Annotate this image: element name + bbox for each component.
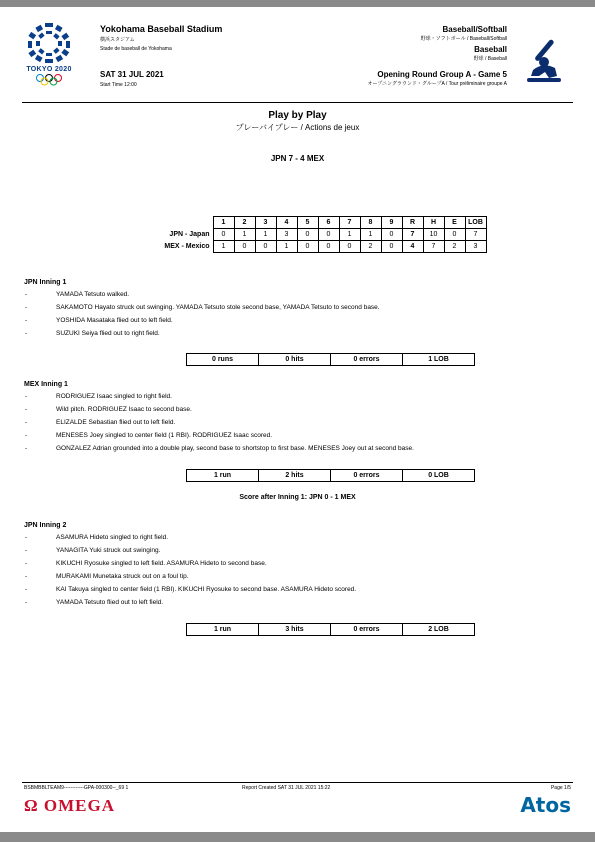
- score-cell: 0: [297, 229, 318, 241]
- play-text: KIKUCHI Ryosuke singled to left field. ASAMURA Hideto to second base.: [56, 560, 267, 567]
- runs-cell: 4: [402, 241, 423, 253]
- play-dash: -: [25, 393, 28, 400]
- summary-errors: 0 errors: [331, 624, 403, 636]
- phase-translations: オープニングラウンド・グループA / Tour préliminaire groupe A: [367, 81, 507, 87]
- play-dash: -: [25, 419, 28, 426]
- venue-name: Yokohama Baseball Stadium: [100, 24, 223, 34]
- summary-runs: 1 run: [187, 470, 259, 482]
- lob-cell: 3: [465, 241, 486, 253]
- play-item: [24, 570, 574, 583]
- play-dash: -: [25, 586, 28, 593]
- play-text: SAKAMOTO Hayato struck out swinging. YAMADA Tetsuto stole second base, YAMADA Tetsuto to second base.: [56, 304, 380, 311]
- header-divider: [22, 102, 573, 103]
- summary-errors: 0 errors: [331, 354, 403, 366]
- play-item: [24, 403, 574, 416]
- play-dash: -: [25, 547, 28, 554]
- logo-text: TOKYO 2020: [26, 66, 72, 73]
- page-number: Page 1/5: [550, 785, 571, 791]
- header-spacer: [160, 217, 213, 229]
- header-cell: R: [402, 217, 423, 229]
- play-text: MURAKAMI Munetaka struck out on a foul tip.: [56, 573, 189, 580]
- footer-divider: [22, 782, 573, 783]
- score-cell: 1: [339, 229, 360, 241]
- summary-hits: 2 hits: [259, 470, 331, 482]
- play-text: YANAGITA Yuki struck out swinging.: [56, 547, 161, 554]
- header-cell: E: [444, 217, 465, 229]
- sport-name: Baseball/Softball: [442, 25, 507, 34]
- team-name: JPN - Japan: [169, 231, 210, 238]
- discipline-translations: 野球 / Baseball: [473, 56, 507, 62]
- baseball-pictogram-icon: [523, 36, 563, 86]
- errors-cell: 0: [444, 229, 465, 241]
- play-text: MENESES Joey singled to center field (1 RBI). RODRIGUEZ Isaac scored.: [56, 432, 273, 439]
- score-cell: 1: [234, 229, 255, 241]
- inning-title: JPN Inning 1: [24, 279, 67, 286]
- title-sub: プレーバイプレー / Actions de jeux: [235, 123, 360, 132]
- inning-title: MEX Inning 1: [24, 381, 68, 388]
- inning-section-jpn-1: [24, 279, 574, 340]
- atos-logo: Atos: [520, 793, 571, 817]
- play-text: YOSHIDA Masataka flied out to left field.: [56, 317, 173, 324]
- header-cell: LOB: [465, 217, 486, 229]
- header-cell: 1: [213, 217, 234, 229]
- hits-cell: 10: [423, 229, 444, 241]
- play-dash: -: [25, 599, 28, 606]
- play-item: [24, 416, 574, 429]
- play-item: [24, 557, 574, 570]
- inning-section-jpn-2: [24, 522, 574, 609]
- team-name: MEX - Mexico: [164, 243, 210, 250]
- play-dash: -: [25, 330, 28, 337]
- play-item: [24, 596, 574, 609]
- play-text: GONZALEZ Adrian grounded into a double play, second base to shortstop to first base. MENESES Joey out at second base.: [56, 445, 414, 452]
- linescore-row-mex: [160, 241, 486, 253]
- header-cell: 5: [297, 217, 318, 229]
- play-dash: -: [25, 573, 28, 580]
- hits-cell: 7: [423, 241, 444, 253]
- play-item: [24, 442, 574, 455]
- summary-lob: 0 LOB: [403, 470, 475, 482]
- score-cell: 1: [213, 241, 234, 253]
- lob-cell: 7: [465, 229, 486, 241]
- play-text: YAMADA Tetsuto flied out to left field.: [56, 599, 164, 606]
- start-time: Start Time 12:00: [100, 82, 137, 88]
- play-text: YAMADA Tetsuto walked.: [56, 291, 130, 298]
- score-after-inning-1: Score after Inning 1: JPN 0 - 1 MEX: [239, 494, 356, 501]
- linescore-header-row: [160, 217, 486, 229]
- score-cell: 0: [381, 241, 402, 253]
- linescore-table: [160, 216, 487, 253]
- summary-lob: 1 LOB: [403, 354, 475, 366]
- play-dash: -: [25, 304, 28, 311]
- olympic-rings-icon: [34, 74, 64, 86]
- score-cell: 0: [339, 241, 360, 253]
- play-text: RODRIGUEZ Isaac singled to right field.: [56, 393, 172, 400]
- play-dash: -: [25, 445, 28, 452]
- play-item: [24, 531, 574, 544]
- summary-runs: 0 runs: [187, 354, 259, 366]
- play-item: [24, 301, 574, 314]
- discipline-name: Baseball: [474, 45, 507, 54]
- inning-summary-jpn-1: [186, 353, 475, 366]
- play-item: [24, 327, 574, 340]
- score-cell: 0: [381, 229, 402, 241]
- summary-errors: 0 errors: [331, 470, 403, 482]
- game-date: SAT 31 JUL 2021: [100, 70, 164, 79]
- header-cell: H: [423, 217, 444, 229]
- play-item: [24, 429, 574, 442]
- play-item: [24, 390, 574, 403]
- header-cell: 3: [255, 217, 276, 229]
- inning-section-mex-1: [24, 381, 574, 455]
- header-cell: 2: [234, 217, 255, 229]
- score-cell: 0: [213, 229, 234, 241]
- play-item: [24, 583, 574, 596]
- play-item: [24, 288, 574, 301]
- document-code: BSBMBBLTEAM9------------GPA-000300--_69 1: [24, 785, 129, 791]
- score-cell: 0: [234, 241, 255, 253]
- header-cell: 4: [276, 217, 297, 229]
- play-dash: -: [25, 534, 28, 541]
- score-cell: 2: [360, 241, 381, 253]
- play-dash: -: [25, 406, 28, 413]
- play-dash: -: [25, 432, 28, 439]
- linescore-row-jpn: [160, 229, 486, 241]
- inning-title: JPN Inning 2: [24, 522, 67, 529]
- phase-name: Opening Round Group A - Game 5: [377, 70, 507, 79]
- report-header: [0, 12, 595, 104]
- header-cell: 8: [360, 217, 381, 229]
- summary-runs: 1 run: [187, 624, 259, 636]
- score-cell: 0: [297, 241, 318, 253]
- tokyo-2020-logo: [22, 22, 76, 86]
- score-cell: 1: [255, 229, 276, 241]
- venue-name-jp: 横浜スタジアム: [100, 37, 135, 43]
- score-cell: 0: [318, 241, 339, 253]
- summary-hits: 0 hits: [259, 354, 331, 366]
- play-text: KAI Takuya singled to center field (1 RBI). KIKUCHI Ryosuke to second base. ASAMURA Hideto scored.: [56, 586, 357, 593]
- score-cell: 3: [276, 229, 297, 241]
- play-dash: -: [25, 560, 28, 567]
- play-text: Wild pitch. RODRIGUEZ Isaac to second base.: [56, 406, 192, 413]
- summary-lob: 2 LOB: [403, 624, 475, 636]
- play-text: SUZUKI Seiya flied out to right field.: [56, 330, 160, 337]
- inning-summary-mex-1: [186, 469, 475, 482]
- date-block: [100, 70, 164, 88]
- score-cell: 0: [318, 229, 339, 241]
- score-cell: 1: [276, 241, 297, 253]
- tokyo-2020-emblem-icon: [25, 22, 73, 64]
- top-bar: [0, 0, 595, 7]
- play-item: [24, 314, 574, 327]
- report-created: Report Created SAT 31 JUL 2021 15:22: [242, 785, 331, 791]
- title-main: Play by Play: [268, 110, 327, 121]
- header-cell: 7: [339, 217, 360, 229]
- score-cell: 1: [360, 229, 381, 241]
- venue-block: [100, 24, 222, 54]
- event-block: [367, 25, 507, 87]
- omega-logo: Ω OMEGA: [24, 796, 115, 815]
- runs-cell: 7: [402, 229, 423, 241]
- summary-hits: 3 hits: [259, 624, 331, 636]
- inning-summary-jpn-2: [186, 623, 475, 636]
- bottom-bar: [0, 832, 595, 842]
- final-score: JPN 7 - 4 MEX: [270, 154, 325, 163]
- venue-name-fr: Stade de baseball de Yokohama: [100, 46, 172, 52]
- play-item: [24, 544, 574, 557]
- header-cell: 6: [318, 217, 339, 229]
- play-text: ASAMURA Hideto singled to right field.: [56, 534, 168, 541]
- header-cell: 9: [381, 217, 402, 229]
- play-dash: -: [25, 291, 28, 298]
- errors-cell: 2: [444, 241, 465, 253]
- report-title: [0, 110, 595, 133]
- play-text: ELIZALDE Sebastian flied out to left field.: [56, 419, 176, 426]
- score-cell: 0: [255, 241, 276, 253]
- play-dash: -: [25, 317, 28, 324]
- sport-translations: 野球・ソフトボール / Baseball/Softball: [420, 36, 507, 42]
